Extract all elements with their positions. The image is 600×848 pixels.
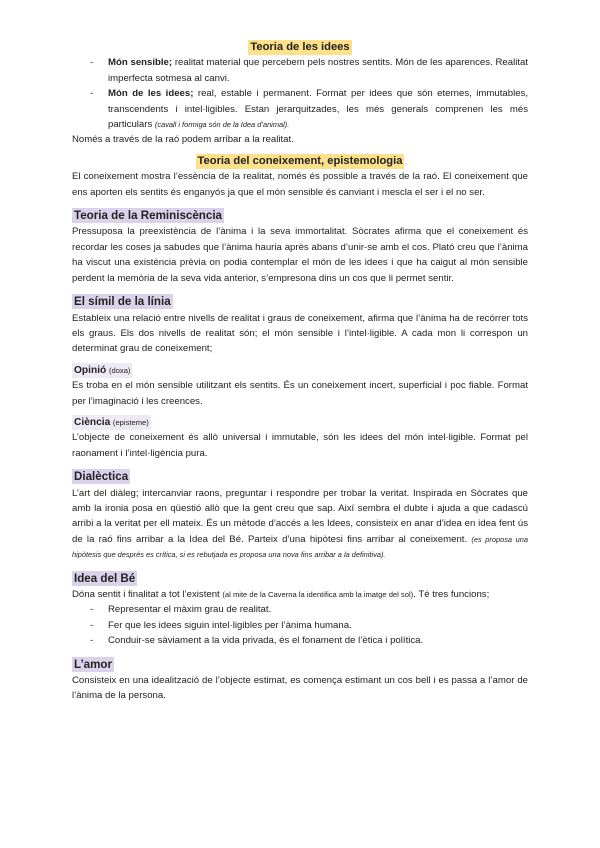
document-page <box>72 40 528 704</box>
opinion-label: Opinió <box>74 364 107 376</box>
love-text: Consisteix en una idealització de l’objecte estimat, es comença estimant un cos bell i es passa a l’amor de l’ànima de la persona. <box>72 675 528 702</box>
ideas-title-row <box>72 40 528 55</box>
heading-dialectic: Dialèctica <box>74 470 129 484</box>
good-paragraph <box>72 587 528 602</box>
heading-line-simile: El símil de la línia <box>74 295 171 309</box>
knowledge-text: El coneixement mostra l’essència de la realitat, només és possible a través de la raó. El coneixement que ens aporten els sentits és enganyós ja que el món sensible és canviant i mescla el ser i el no ser. <box>72 171 528 198</box>
knowledge-title: Teoria del coneixement, epistemologia <box>197 154 403 167</box>
opinion-term: (doxa) <box>108 365 131 375</box>
knowledge-title-row <box>72 154 528 169</box>
good-text-b: . Té tres funcions; <box>413 589 490 600</box>
heading-reminiscence: Teoria de la Reminiscència <box>74 209 222 223</box>
list-item: - Conduir-se sàviament a la vida privada, és el fonament de l’ètica i política. <box>87 633 528 648</box>
dialectic-note: (es proposa una hipòtesis que després es crítica, si es rebutjada es proposa una nova fins arribar a la definitiva). <box>72 534 528 560</box>
good-note: (al mite de la Caverna la identifica amb la imatge del sol) <box>222 590 414 599</box>
opinion-text: Es troba en el món sensible utilitzant els sentits. És un coneixement incert, superficial i poc fiable. Format per l’imaginació i les creences. <box>72 380 528 407</box>
science-label: Ciència <box>74 416 111 428</box>
only-reason-text: Només a través de la raó podem arribar a la realitat. <box>72 134 294 146</box>
example-note: (cavall i formiga són de la Idea d’animal). <box>154 120 290 130</box>
science-term: (episteme) <box>112 417 149 427</box>
ideas-title: Teoria de les idees <box>250 41 350 53</box>
list-item-world-of-ideas <box>87 86 528 132</box>
list-item-sensible-world <box>87 55 528 86</box>
definition-sensible-world: realitat material que percebem pels nostres sentits. Món de les aparences. Realitat imperfecta sotmesa al canvi. <box>108 57 528 84</box>
heading-idea-of-good: Idea del Bé <box>74 571 136 585</box>
subheading-science <box>72 415 151 430</box>
heading-love: L’amor <box>74 657 113 671</box>
science-text: L’objecte de coneixement és allò universal i immutable, són les idees del món intel·ligible. Format pel raonament i l’intel·ligència pura. <box>72 432 528 459</box>
reminiscence-text: Pressuposa la preexistència de l’ànima i la seva immortalitat. Sòcrates afirma que el coneixement és recordar les coses ja sabudes que l’ànima hauria après abans d’unir-se amb el cos. Plató creu que l’ànima ha viscut una existència prèvia on podia contemplar el món de les idees i que ha caigut al món sensible perdent la memòria de la seva vida anterior, s’empresona dins un cos que li permet sentir. <box>72 226 528 284</box>
line-simile-text: Estableix una relació entre nivells de realitat i graus de coneixement, afirma que l’ànima ha de recórrer tots els graus. Els dos nivells de realitat són; el món sensible i l’intel·ligible. A cada mon li correspon un determinat grau de coneixement; <box>72 312 528 355</box>
list-item: - Fer que les idees siguin intel·ligibles per l’ànima humana. <box>87 618 528 633</box>
ideas-list <box>72 55 528 132</box>
term-sensible-world: Món sensible; <box>108 57 173 69</box>
definition-world-of-ideas: real, estable i permanent. Format per idees que són eternes, immutables, transcendents i intel·ligibles. Estan jerarquitzades, les més generals comprenen les més particulars <box>108 88 529 131</box>
subheading-opinion <box>72 363 132 378</box>
dialectic-text: L’art del diàleg; intercanviar raons, preguntar i respondre per trobar la veritat. Inspirada en Sòcrates que amb la ironia posa en qüestió allò que la gent creu que sap. Així sembra el dubte i ajuda a que cadascú arribi a la veritat per ell mateix. És un mètode d’accés a les Idees, consisteix en anar d’idea en idea fent ús de la raó fins arribar a la Idea del Bé. Parteix d’una hipòtesi fins arribar al coneixement. <box>72 487 528 545</box>
good-text-a: Dóna sentit i finalitat a tot l’existent <box>72 589 223 600</box>
term-world-of-ideas: Món de les idees; <box>108 88 194 100</box>
good-functions-list <box>72 602 528 648</box>
dialectic-paragraph <box>72 486 528 563</box>
list-item: - Representar el màxim grau de realitat. <box>87 602 528 617</box>
